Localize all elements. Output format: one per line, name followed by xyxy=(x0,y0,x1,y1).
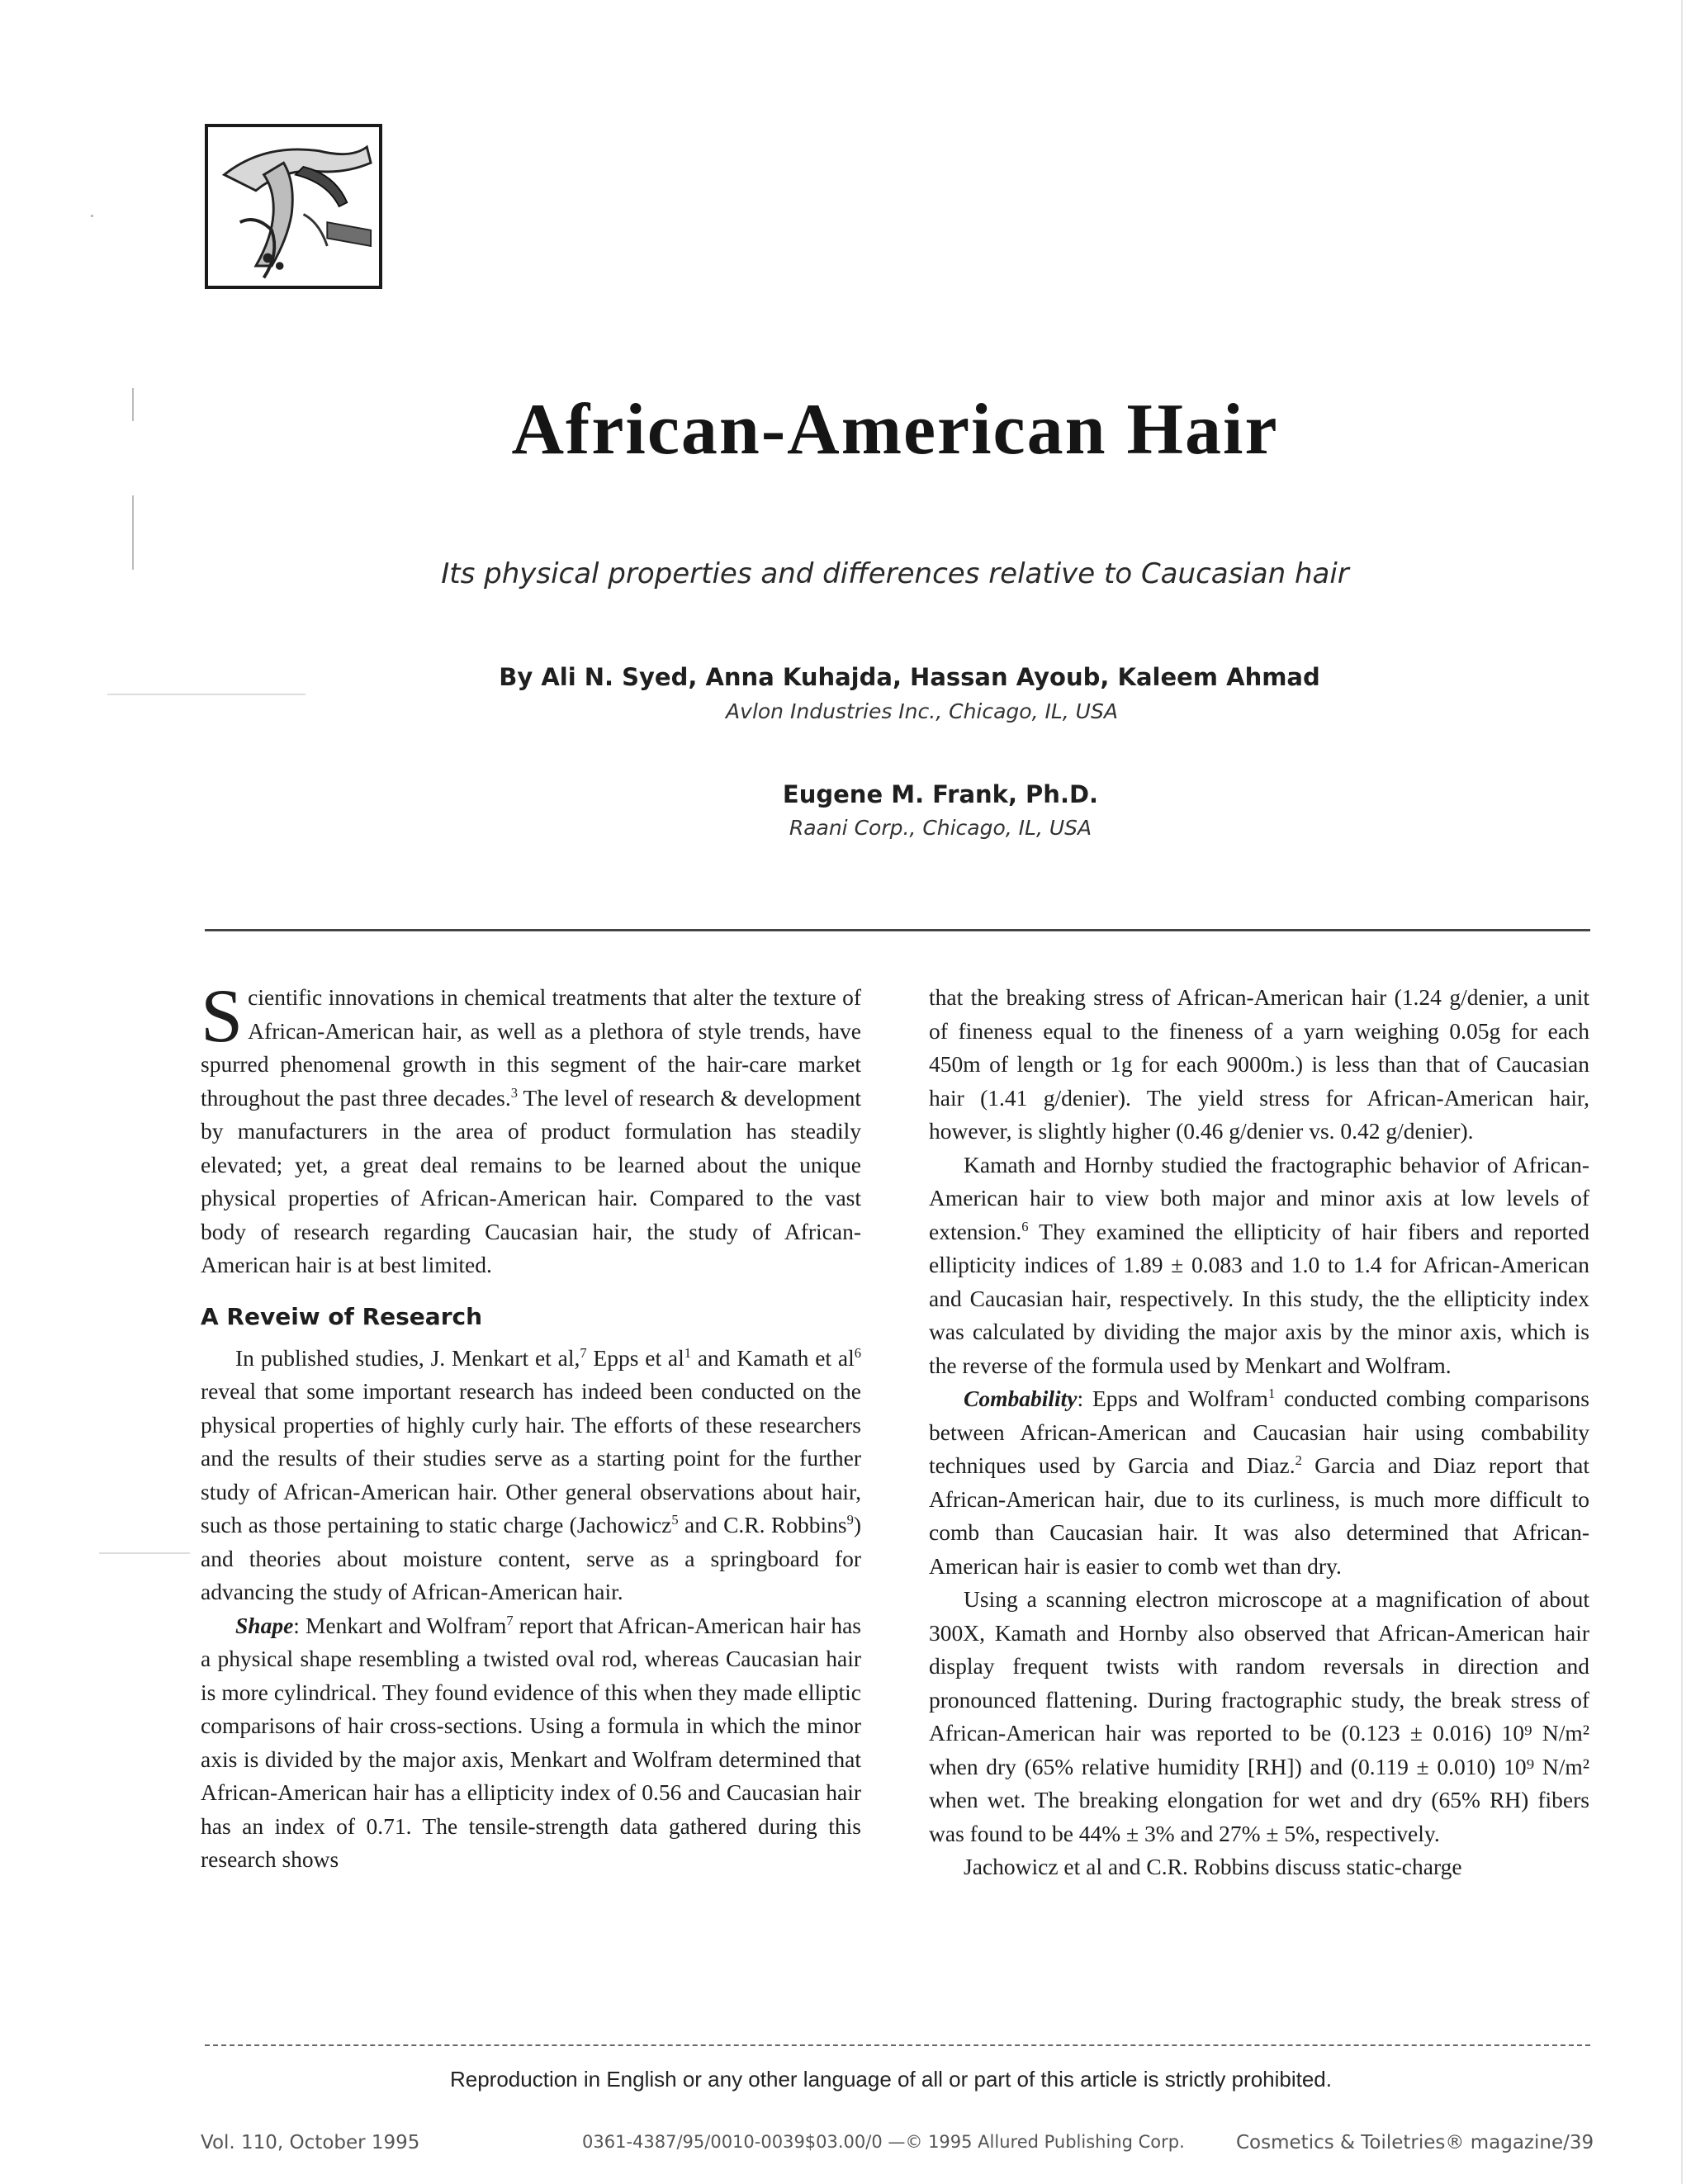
combability-text: Garcia and Diaz report that African-American hair, due to its curliness, is much more difficult to comb than Caucasian hair. It was also determined that African-American hair is easier to comb wet than dry. xyxy=(929,1452,1590,1579)
review-text: and Kamath et al xyxy=(691,1344,855,1371)
review-text: In published studies, J. Menkart et al, xyxy=(235,1344,580,1371)
intro-paragraph xyxy=(201,974,861,1282)
section-heading: A Reveiw of Research xyxy=(201,1302,483,1330)
author-affiliation-1: Avlon Industries Inc., Chicago, IL, USA xyxy=(726,699,1118,723)
review-text: ) and theories about moisture content, serve as a springboard for advancing the study of African-American hair. xyxy=(201,1512,861,1604)
citation-ref: 6 xyxy=(1021,1218,1029,1234)
citation-ref: 1 xyxy=(684,1344,691,1361)
shape-text: : Menkart and Wolfram xyxy=(293,1612,507,1638)
intro-text: cientific innovations in chemical treatments that alter the texture of African-American hair, as well as a plethora of style trends, have spurred phenomenal growth in this segment of the hair-care market throughout the past three decades. xyxy=(201,984,861,1111)
scan-edge xyxy=(1681,0,1683,2184)
kamath-text: They examined the ellipticity of hair fibers and reported ellipticity indices of 1.89 ± 0.083 and 1.0 to 1.4 for African-American and Caucasian hair, respectively. In this study, the the ellipticity index was calculated by dividing the major axis by the minor axis, which is the reverse of the formula used by Menkart and Wolfram. xyxy=(929,1218,1589,1378)
hands-hair-icon xyxy=(208,127,379,286)
review-paragraph xyxy=(201,1342,861,1609)
citation-ref: 5 xyxy=(671,1511,679,1528)
citation-ref: 9 xyxy=(846,1511,854,1528)
review-text: reveal that some important research has indeed been conducted on the physical properties of highly curly hair. The efforts of these researchers and the results of their studies serve as a starting point for the further study of African-American hair. Other general observations about hair, such as those pertaining to static charge (Jachowicz xyxy=(201,1378,861,1537)
scan-speck xyxy=(91,215,93,217)
citation-ref: 7 xyxy=(580,1344,587,1361)
right-column xyxy=(929,981,1589,1884)
citation-ref: 3 xyxy=(510,1084,518,1101)
magazine-page: Cosmetics & Toiletries® magazine/39 xyxy=(1236,2132,1594,2153)
article-logo-illustration xyxy=(205,124,382,289)
author-affiliation-2: Raani Corp., Chicago, IL, USA xyxy=(789,816,1092,840)
shape-paragraph xyxy=(201,1609,861,1877)
review-text: and C.R. Robbins xyxy=(678,1512,847,1537)
kamath-paragraph xyxy=(929,1149,1589,1383)
shape-text: report that African-American hair has a physical shape resembling a twisted oval rod, whereas Caucasian hair is more cylindrical. They found evidence of this when they made elliptic comparisons of hair cross-sections. Using a formula in which the minor axis is divided by the major axis, Menkart and Wolfram determined that African-American hair has a ellipticity index of 0.56 and Caucasian hair has an index of 0.71. The tensile-strength data gathered during this research shows xyxy=(201,1612,862,1872)
citation-ref: 1 xyxy=(1267,1385,1276,1401)
copyright-line: 0361-4387/95/0010-0039$03.00/0 —© 1995 Allured Publishing Corp. xyxy=(582,2132,1185,2152)
static-charge-paragraph: Jachowicz et al and C.R. Robbins discuss static-charge xyxy=(964,1854,1462,1879)
left-column xyxy=(201,974,862,1877)
reproduction-notice: Reproduction in English or any other language of all or part of this article is strictly prohibited. xyxy=(449,2067,1332,2092)
volume-info: Vol. 110, October 1995 xyxy=(201,2132,420,2153)
combability-text: conducted combing comparisons between African-American and Caucasian hair using combability techniques used by Garcia and Diaz. xyxy=(929,1386,1589,1478)
scan-speck xyxy=(132,388,134,421)
review-text: Epps et al xyxy=(586,1344,684,1371)
scan-speck xyxy=(107,694,306,695)
article-title: African-American Hair xyxy=(511,390,1279,470)
kamath-text: Kamath and Hornby studied the fractographic behavior of African-American hair to view both major and minor axis at low levels of extension. xyxy=(929,1151,1589,1244)
combability-lead-in: Combability xyxy=(964,1386,1078,1411)
scan-speck xyxy=(132,495,134,570)
shape-lead-in: Shape xyxy=(235,1612,294,1638)
header-rule xyxy=(205,929,1590,931)
scan-speck xyxy=(99,1552,190,1554)
combability-paragraph xyxy=(929,1382,1589,1583)
second-author: Eugene M. Frank, Ph.D. xyxy=(782,780,1099,808)
citation-ref: 7 xyxy=(506,1612,514,1628)
drop-cap: S xyxy=(201,974,244,1058)
citation-ref: 6 xyxy=(854,1344,861,1361)
combability-text: : Epps and Wolfram xyxy=(1077,1386,1268,1411)
article-subtitle: Its physical properties and differences relative to Caucasian hair xyxy=(441,557,1349,590)
author-list: By Ali N. Syed, Anna Kuhajda, Hassan Ayoub, Kaleem Ahmad xyxy=(499,663,1320,691)
breaking-stress-paragraph: that the breaking stress of African-American hair (1.24 g/denier, a unit of fineness equal to the fineness of a yarn weighing 0.05g for each 450m of length or 1g for each 9000m.) is less than that of Caucasian hair (1.41 g/denier). The yield stress for African-American hair, however, is slightly higher (0.46 g/denier vs. 0.42 g/denier). xyxy=(929,984,1589,1144)
citation-ref: 2 xyxy=(1295,1452,1302,1468)
intro-text-continued: The level of research & development by manufacturers in the area of product formulation has steadily elevated; yet, a great deal remains to be learned about the unique physical properties of African-American hair. Compared to the vast body of research regarding Caucasian hair, the study of African-American hair is at best limited. xyxy=(201,1084,861,1277)
footer-rule xyxy=(205,2044,1590,2046)
microscope-paragraph: Using a scanning electron microscope at a magnification of about 300X, Kamath and Hornby also observed that African-American hair display frequent twists with random reversals in direction and pronounced flattening. During fractographic study, the break stress of African-American hair was reported to be (0.123 ± 0.016) 10⁹ N/m² when dry (65% relative humidity [RH]) and (0.119 ± 0.010) 10⁹ N/m² when wet. The breaking elongation for wet and dry (65% RH) fibers was found to be 44% ± 3% and 27% ± 5%, respectively. xyxy=(929,1586,1589,1846)
